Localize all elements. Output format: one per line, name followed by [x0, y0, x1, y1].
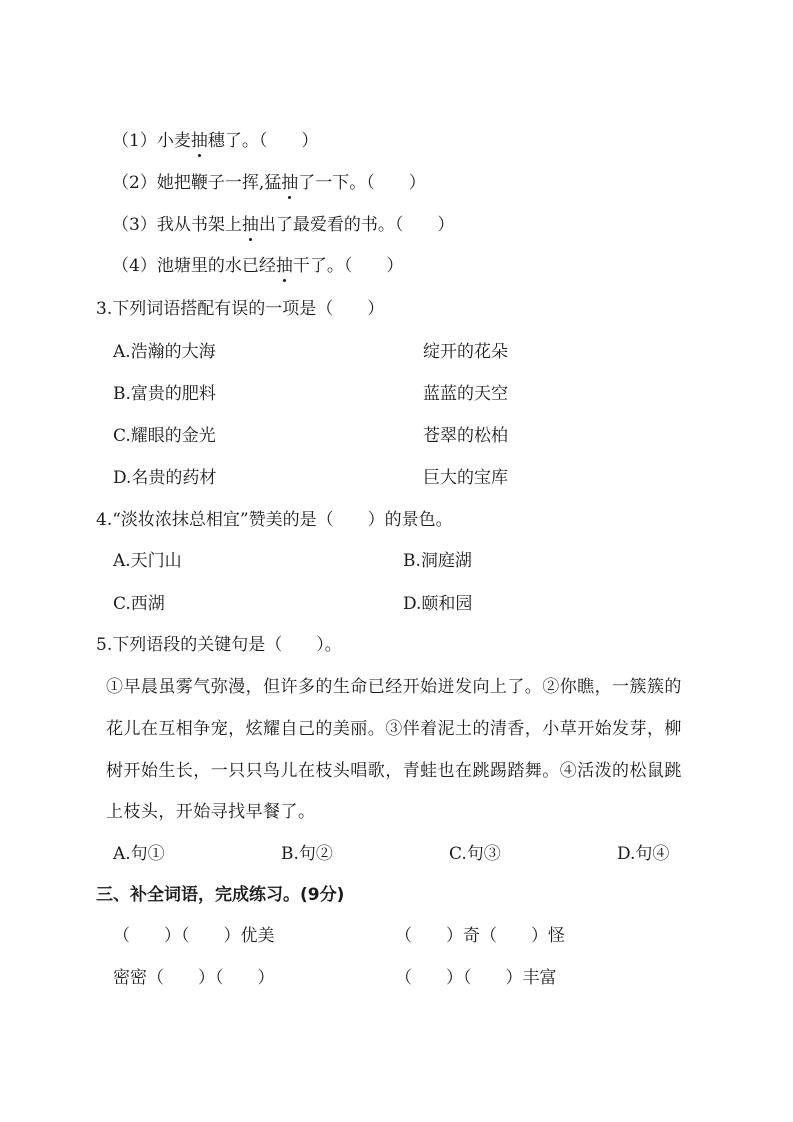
- emphasis-char: 抽: [241, 215, 259, 235]
- q5-option-c: C.句③: [449, 844, 501, 864]
- q5-passage-line: ①早晨虽雾气弥漫，但许多的生命已经开始迸发向上了。②你瞧，一簇簇的: [106, 677, 682, 697]
- q2-item-1: （1）小麦抽穗了。（ ）: [112, 131, 319, 151]
- q3-option-b: B.富贵的肥料: [113, 384, 216, 404]
- q3-pair-b: 蓝蓝的天空: [423, 384, 508, 404]
- emphasis-char: 抽: [281, 173, 299, 193]
- q3-option-d: D.名贵的药材: [113, 468, 217, 488]
- emphasis-char: 抽: [275, 256, 293, 276]
- fill-item-1: （ ）（ ）优美: [113, 926, 275, 946]
- q4-option-d: D.颐和园: [403, 594, 473, 614]
- q3-option-a: A.浩瀚的大海: [113, 342, 216, 362]
- q5-passage-line: 树开始生长，一只只鸟儿在枝头唱歌，青蛙也在跳踢踏舞。④活泼的松鼠跳: [106, 761, 682, 781]
- q2-item-4: （4）池塘里的水已经抽干了。（ ）: [112, 256, 404, 276]
- q2-item-2: （2）她把鞭子一挥,猛抽了一下。（ ）: [112, 173, 426, 193]
- q4-option-a: A.天门山: [113, 551, 182, 571]
- fill-item-4: （ ）（ ）丰富: [395, 968, 557, 988]
- q3-option-c: C.耀眼的金光: [113, 426, 216, 446]
- q3-pair-a: 绽开的花朵: [423, 342, 508, 362]
- q5-passage-line: 花儿在互相争宠，炫耀自己的美丽。③伴着泥土的清香，小草开始发芽，柳: [106, 719, 682, 739]
- q5-option-a: A.句①: [113, 844, 165, 864]
- q5-stem: 5.下列语段的关键句是（ ）。: [96, 635, 342, 655]
- q3-stem: 3.下列词语搭配有误的一项是（ ）: [96, 299, 385, 319]
- fill-item-3: 密密（ ）（ ）: [113, 968, 275, 988]
- section-3-title: 三、补全词语，完成练习。(9分): [96, 885, 345, 905]
- q5-option-b: B.句②: [281, 844, 333, 864]
- q4-stem: 4.“淡妆浓抹总相宜”赞美的是（ ）的景色。: [96, 510, 453, 530]
- q2-item-3: （3）我从书架上抽出了最爱看的书。（ ）: [112, 215, 455, 235]
- q3-pair-d: 巨大的宝库: [423, 468, 508, 488]
- q4-option-b: B.洞庭湖: [403, 551, 472, 571]
- q5-option-d: D.句④: [617, 844, 670, 864]
- q4-option-c: C.西湖: [113, 594, 165, 614]
- q3-pair-c: 苍翠的松柏: [423, 426, 508, 446]
- emphasis-char: 抽: [190, 131, 208, 151]
- q5-passage-line: 上枝头，开始寻找早餐了。: [106, 802, 316, 822]
- fill-item-2: （ ）奇（ ）怪: [395, 926, 565, 946]
